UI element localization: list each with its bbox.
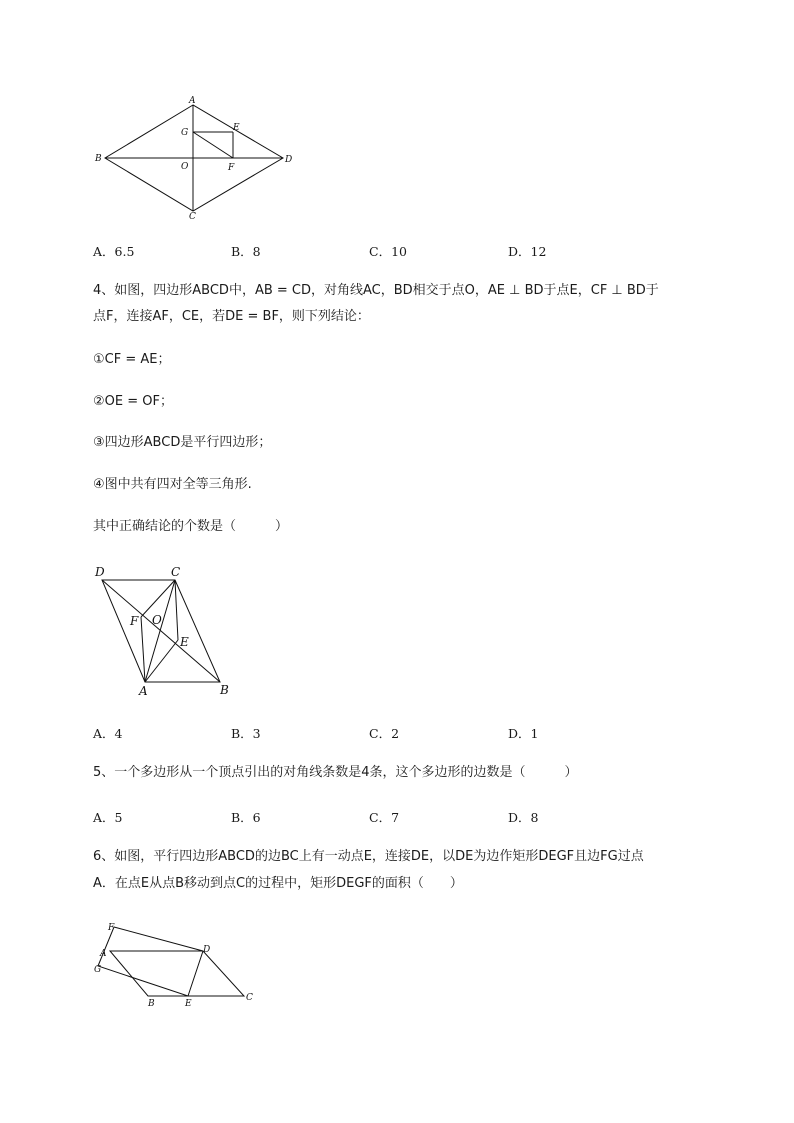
q6-parallelogram-figure — [92, 918, 267, 1013]
q4-quadrilateral-figure — [90, 562, 240, 702]
label-g: G — [94, 965, 102, 975]
label-a: A — [189, 96, 196, 106]
q5-options — [93, 808, 693, 826]
label-b: B — [95, 154, 102, 164]
q5-option-c[interactable]: C．7 — [369, 810, 400, 825]
q4-question: 其中正确结论的个数是（ ） — [93, 519, 289, 534]
label-e: E — [185, 999, 192, 1009]
label-c: C — [189, 212, 196, 222]
label-e: E — [233, 123, 240, 133]
q4-options — [93, 724, 693, 742]
label-e: E — [180, 635, 189, 649]
q4-statement-3: ③四边形ABCD是平行四边形； — [93, 435, 272, 450]
label-f: F — [228, 163, 235, 173]
q5-option-b[interactable]: B．6 — [231, 810, 261, 825]
q4-option-a[interactable]: A．4 — [93, 726, 123, 741]
q3-option-b[interactable]: B．8 — [231, 244, 261, 259]
label-c: C — [171, 565, 181, 579]
q5-option-a[interactable]: A．5 — [93, 810, 123, 825]
label-d: D — [285, 155, 293, 165]
q3-options — [93, 242, 693, 260]
q3-option-a[interactable]: A．6.5 — [93, 244, 135, 259]
q4-option-b[interactable]: B．3 — [231, 726, 261, 741]
segment-gf — [193, 132, 233, 158]
segment-ae — [145, 640, 178, 682]
parallelogram-abcd — [110, 951, 244, 996]
q4-stem-line1: 4、如图，四边形ABCD中，AB = CD，对角线AC，BD相交于点O，AE ⊥ BD于点E，CF ⊥ BD于 — [93, 283, 659, 298]
label-a: A — [100, 949, 107, 959]
rectangle-degf — [98, 927, 203, 996]
q4-option-c[interactable]: C．2 — [369, 726, 400, 741]
q6-stem-line1: 6、如图，平行四边形ABCD的边BC上有一动点E，连接DE，以DE为边作矩形DEGF且边FG过点 — [93, 849, 644, 864]
label-d: D — [95, 565, 105, 579]
q4-stem-line2: 点F，连接AF，CE，若DE = BF，则下列结论： — [93, 309, 370, 324]
label-f: F — [130, 614, 139, 628]
diagonal-ac — [145, 580, 175, 682]
label-g: G — [181, 128, 189, 138]
q4-statement-1: ①CF = AE； — [93, 352, 171, 367]
label-d: D — [203, 945, 211, 955]
label-o: O — [181, 162, 189, 172]
q4-option-d[interactable]: D．1 — [508, 726, 539, 741]
segment-ce — [175, 580, 178, 640]
label-f: F — [108, 923, 115, 933]
label-a: A — [139, 684, 148, 698]
q3-option-d[interactable]: D．12 — [508, 244, 547, 259]
q5-option-d[interactable]: D．8 — [508, 810, 539, 825]
q3-rhombus-figure — [90, 95, 310, 225]
q6-stem-line2: A．在点E从点B移动到点C的过程中，矩形DEGF的面积（ ） — [93, 876, 463, 891]
label-b: B — [220, 683, 229, 697]
label-c: C — [246, 993, 253, 1003]
q3-option-c[interactable]: C．10 — [369, 244, 407, 259]
q5-stem: 5、一个多边形从一个顶点引出的对角线条数是4条，这个多边形的边数是（ ） — [93, 765, 578, 780]
q4-statement-4: ④图中共有四对全等三角形. — [93, 477, 252, 492]
label-o: O — [152, 613, 162, 627]
label-b: B — [148, 999, 155, 1009]
segment-af — [141, 617, 145, 682]
q4-statement-2: ②OE = OF； — [93, 394, 173, 409]
